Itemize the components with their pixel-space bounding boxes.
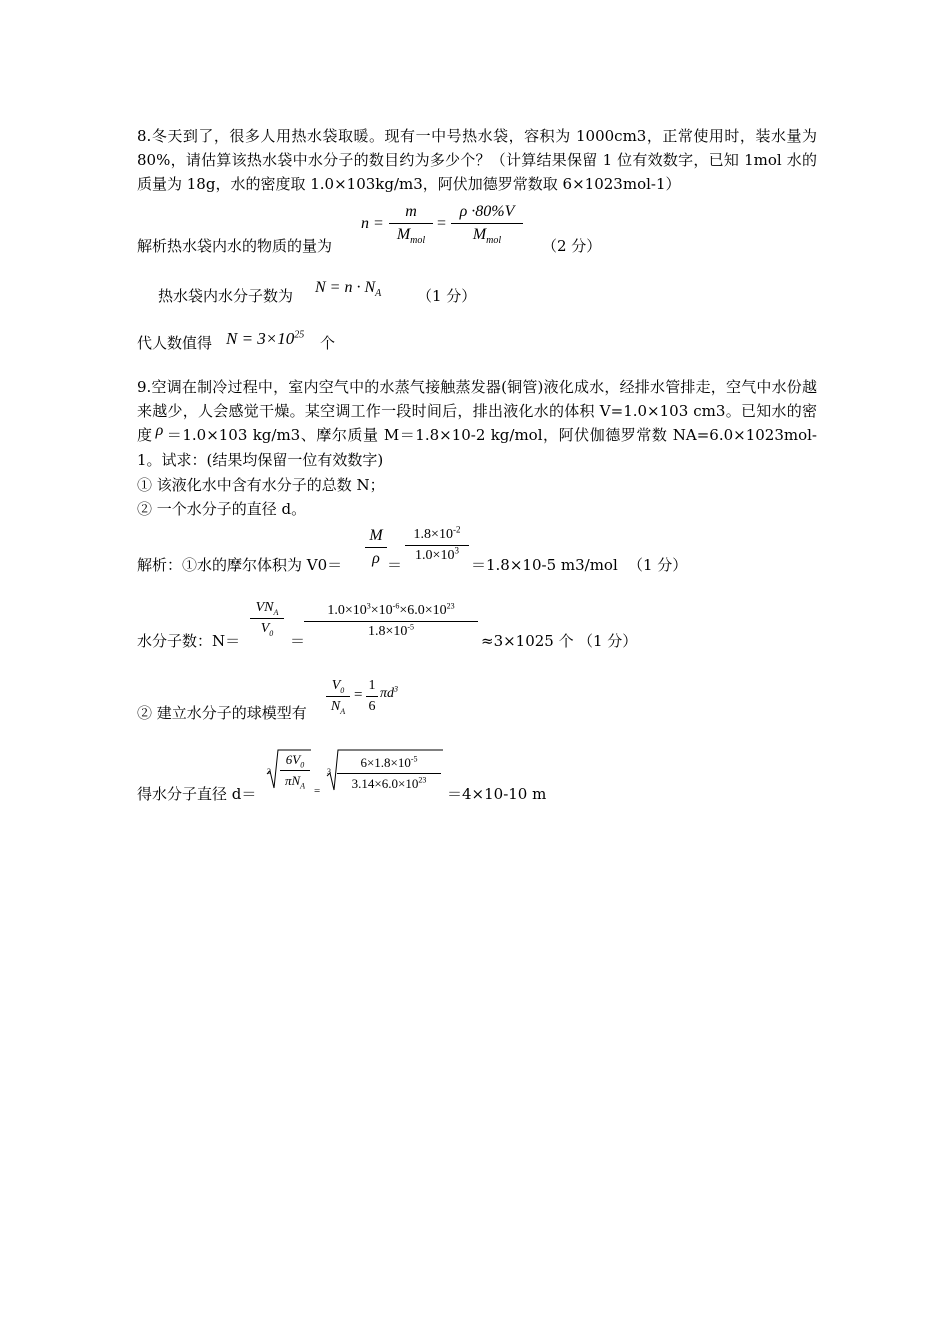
q9-molar-volume-result: ＝1.8×10-5 m3/mol: [471, 556, 618, 574]
q9-fraction-v0-over-na: $\frac{V_0}{N_A}$: [326, 678, 350, 715]
q8-result-label: 代人数值得: [137, 334, 213, 352]
q9-s3-pi-d-cubed: $\pi d^3$: [380, 684, 399, 701]
q8-formula-n-equals: $N = n \cdot N_A$: [315, 279, 382, 300]
q9-root-index-1: 3: [267, 767, 271, 776]
q8-fraction-denominator: $M_{mol}$: [389, 223, 433, 244]
q8-score-1: （1 分）: [417, 287, 477, 305]
q8-result-formula: $N = 3\times 10^{25}$: [226, 329, 305, 348]
question-8-text: 8.冬天到了，很多人用热水袋取暖。现有一中号热水袋，容积为 1000cm3，正常使用时，装水量为 80%，请估算该热水袋中水分子的数目约为多少个？（计算结果保留 1 位有效数字，已知 1mol 水的质量为 18g，水的密度取 1.0×103kg/m3，阿伏加德罗常数取 6×1023mol-1）: [137, 127, 817, 193]
q9-s1-score: （1 分）: [628, 556, 688, 574]
q9-s2-score: （1 分）: [578, 632, 638, 650]
q9-fraction-vna-over-v0: $VN_A$ $V_0$: [250, 600, 284, 637]
q8-formula-eq1: =: [374, 215, 384, 232]
q9-fraction-m-over-rho: $\frac{M}{\rho}$: [365, 527, 387, 568]
q8-fraction-numerator: m: [405, 203, 417, 220]
q9-sphere-model-label: ② 建立水分子的球模型有: [137, 704, 307, 722]
q8-formula-n: n: [361, 215, 369, 232]
q8-formula-eq2: =: [437, 215, 447, 232]
q9-fraction-count-numeric: $\frac{1.0\times 10^3\times 10^{-6}\times 6.0\times 10^{23}}{1.8\times 10^{-5}}$: [304, 603, 478, 640]
q9-fraction-diameter-numeric: $\frac{6\times 1.8\times 10^{-5}}{3.14\times 6.0\times 10^{23}}$: [337, 755, 441, 792]
q9-s3-eq: =: [354, 687, 363, 703]
q9-s4-eq: =: [314, 785, 321, 797]
q8-fraction-m-over-mmol: [389, 203, 433, 247]
q9-diameter-result: ＝4×10-10 m: [447, 785, 547, 803]
q8-solution-label: 解析热水袋内水的物质的量为: [137, 237, 333, 255]
q9-fraction-one-sixth: $\frac{1}{6}$: [366, 678, 378, 715]
q9-fraction-6v0-over-pina: $6V_0$ $\pi N_A$: [280, 752, 310, 789]
q9-root-index-2: 3: [327, 767, 331, 776]
q8-score-2: （2 分）: [542, 237, 602, 255]
q8-count-label: 热水袋内水分子数为: [158, 287, 294, 305]
q8-fraction-rho-v-over-mmol: [451, 203, 523, 247]
q9-s2-eq: ＝: [290, 632, 306, 650]
q9-fraction-numeric: $\frac{1.8\times 10^{-2}}{1.0\times 10^3}$: [405, 527, 469, 564]
q9-molecule-count-result: ≈3×1025 个: [481, 632, 574, 650]
q8-fraction2-denominator: $M_{mol}$: [451, 223, 523, 244]
q9-molar-volume-label: 解析：①水的摩尔体积为 V0＝: [137, 556, 343, 574]
q9-item-2: ② 一个水分子的直径 d。: [137, 500, 307, 518]
q8-result-unit: 个: [320, 334, 336, 352]
q9-diameter-label: 得水分子直径 d＝: [137, 785, 257, 803]
q9-item-1: ① 该液化水中含有水分子的总数 N；: [137, 476, 385, 494]
q9-s1-eq: ＝: [387, 556, 403, 574]
q8-fraction2-numerator: ρ ·80%V: [459, 203, 515, 220]
q9-molecule-count-label: 水分子数：N＝: [137, 632, 241, 650]
question-9-text: 9.空调在制冷过程中，室内空气中的水蒸气接触蒸发器(铜管)液化成水，经排水管排走，空气中水份越来越少，人会感觉干燥。某空调工作一段时间后，排出液化水的体积 V=1.0×103 cm3。已知水的密度 ρ ＝1.0×103 kg/m3、摩尔质量 M＝1.8×10-2 kg/mol，阿伏伽德罗常数 NA=6.0×1023mol-1。试求：(结果均保留一位有效数字): [137, 378, 817, 469]
